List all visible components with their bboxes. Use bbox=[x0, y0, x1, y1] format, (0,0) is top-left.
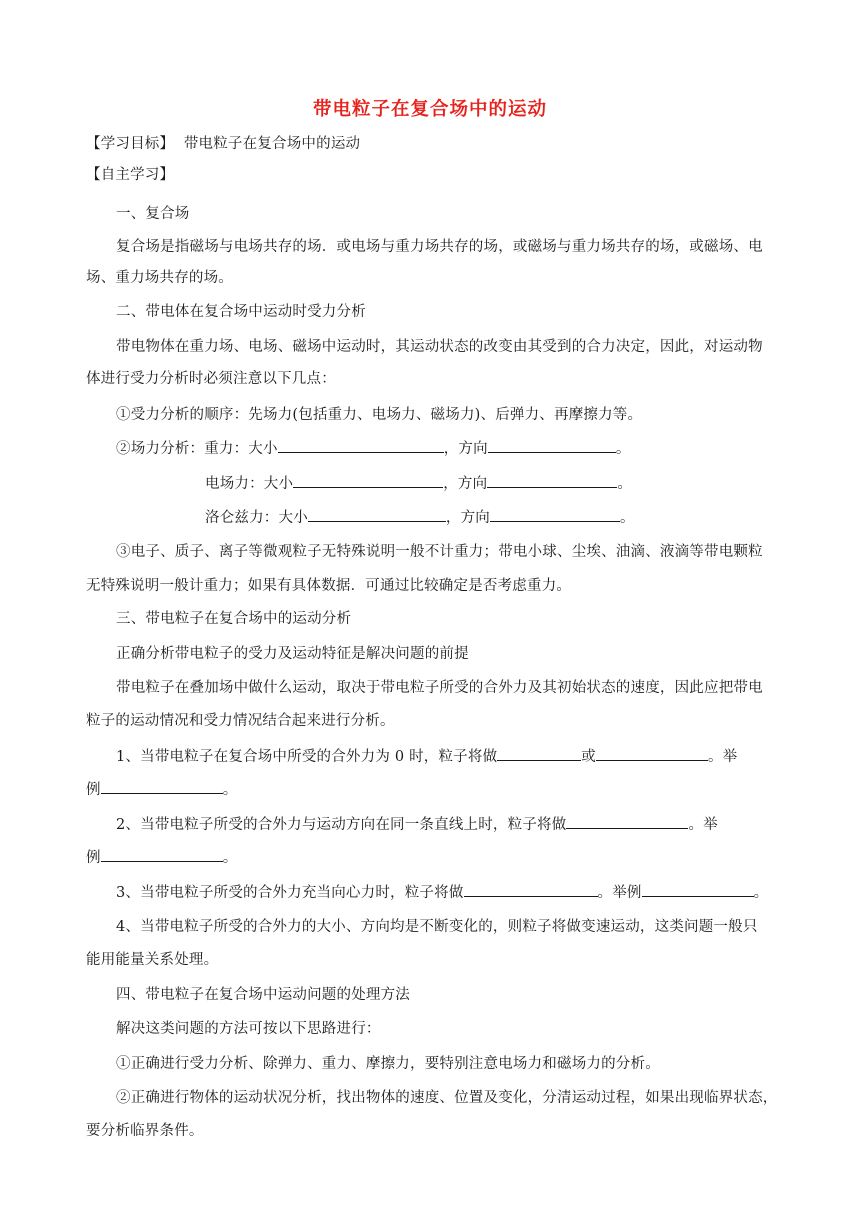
learning-goal-text: 带电粒子在复合场中的运动 bbox=[183, 136, 361, 152]
lorentz-force-row bbox=[205, 507, 635, 528]
section-2-item-3-line-1: ③电子、质子、离子等微观粒子无特殊说明一般不计重力；带电小球、尘埃、油滴、液滴等带电颗粒 bbox=[116, 544, 763, 560]
question-1-blank-a bbox=[497, 746, 581, 761]
question-3-text: 3、当带电粒子所受的合外力充当向心力时，粒子将做 bbox=[116, 885, 464, 901]
learning-goal bbox=[86, 134, 360, 154]
question-2-line-1 bbox=[116, 814, 718, 835]
question-1-blank-b bbox=[596, 746, 708, 761]
question-1-example-blank bbox=[101, 779, 223, 794]
section-4-paragraph-1: 解决这类问题的方法可按以下思路进行： bbox=[116, 1021, 381, 1037]
electric-magnitude-label: 电场力：大小 bbox=[205, 476, 294, 492]
sentence-end: 。 bbox=[617, 476, 633, 492]
section-1-heading: 一、复合场 bbox=[116, 206, 190, 222]
section-3-heading: 三、带电粒子在复合场中的运动分析 bbox=[116, 611, 352, 627]
section-2-item-3-line-2: 无特殊说明一般计重力；如果有具体数据．可通过比较确定是否考虑重力。 bbox=[86, 578, 572, 594]
question-2-line-2 bbox=[86, 847, 237, 868]
sentence-end: 。 bbox=[615, 441, 631, 457]
section-4-item-2-line-2: 要分析临界条件。 bbox=[86, 1123, 204, 1139]
sentence-end: 。 bbox=[753, 885, 769, 901]
learning-goal-label: 【学习目标】 bbox=[86, 136, 175, 152]
question-2-blank bbox=[566, 814, 688, 829]
self-study-label: 【自主学习】 bbox=[86, 167, 175, 183]
section-4-item-1: ①正确进行受力分析、除弹力、重力、摩擦力，要特别注意电场力和磁场力的分析。 bbox=[116, 1056, 660, 1072]
example-tail: 。举 bbox=[707, 749, 738, 765]
example-head: 例 bbox=[86, 850, 101, 866]
section-3-paragraph-2-line-1: 带电粒子在叠加场中做什么运动，取决于带电粒子所受的合外力及其初始状态的速度，因此应把带电 bbox=[116, 680, 763, 696]
sentence-end: 。 bbox=[222, 782, 238, 798]
field-force-label: ②场力分析： bbox=[116, 441, 205, 457]
or-text: 或 bbox=[581, 749, 596, 765]
sentence-end: 。 bbox=[620, 510, 635, 526]
section-1-paragraph-line-1: 复合场是指磁场与电场共存的场．或电场与重力场共存的场，或磁场与重力场共存的场，或磁场、电 bbox=[116, 239, 763, 255]
gravity-row bbox=[116, 438, 631, 459]
lorentz-direction-label: ，方向 bbox=[445, 510, 491, 526]
question-1-line-1 bbox=[116, 746, 737, 767]
gravity-direction-label: ，方向 bbox=[443, 441, 488, 457]
question-2-text: 2、当带电粒子所受的合外力与运动方向在同一条直线上时，粒子将做 bbox=[116, 817, 567, 833]
question-4-line-2: 能用能量关系处理。 bbox=[86, 952, 219, 968]
electric-direction-label: ，方向 bbox=[443, 476, 488, 492]
section-3-paragraph-2-line-2: 粒子的运动情况和受力情况结合起来进行分析。 bbox=[86, 713, 395, 729]
sentence-end: 。 bbox=[222, 850, 238, 866]
question-4-line-1: 4、当带电粒子所受的合外力的大小、方向均是不断变化的，则粒子将做变速运动，这类问题一般只 bbox=[116, 919, 758, 935]
lorentz-magnitude-blank bbox=[308, 507, 446, 522]
lorentz-magnitude-label: 洛仑兹力：大小 bbox=[205, 510, 308, 526]
example-tail: 。举 bbox=[688, 817, 718, 833]
lorentz-direction-blank bbox=[490, 507, 620, 522]
section-2-item-1: ①受力分析的顺序：先场力(包括重力、电场力、磁场力)、后弹力、再摩擦力等。 bbox=[116, 407, 643, 423]
section-4-heading: 四、带电粒子在复合场中运动问题的处理方法 bbox=[116, 987, 410, 1003]
question-1-text: 1、当带电粒子在复合场中所受的合外力为 0 时，粒子将做 bbox=[116, 749, 498, 765]
question-3 bbox=[116, 882, 768, 903]
question-1-line-2 bbox=[86, 779, 237, 800]
electric-direction-blank bbox=[487, 473, 617, 488]
gravity-direction-blank bbox=[488, 438, 616, 453]
section-3-paragraph-1: 正确分析带电粒子的受力及运动特征是解决问题的前提 bbox=[116, 646, 469, 662]
page-title: 带电粒子在复合场中的运动 bbox=[312, 99, 547, 120]
section-4-item-2-line-1: ②正确进行物体的运动状况分析，找出物体的速度、位置及变化，分清运动过程，如果出现临界状态， bbox=[116, 1090, 778, 1106]
section-2-paragraph-line-1: 带电物体在重力场、电场、磁场中运动时，其运动状态的改变由其受到的合力决定，因此，对运动物 bbox=[116, 339, 763, 355]
gravity-magnitude-blank bbox=[278, 438, 444, 453]
section-1-paragraph-line-2: 场、重力场共存的场。 bbox=[86, 270, 233, 286]
gravity-magnitude-label: 重力：大小 bbox=[204, 441, 278, 457]
question-2-example-blank bbox=[101, 847, 223, 862]
electric-magnitude-blank bbox=[293, 473, 443, 488]
electric-force-row bbox=[205, 473, 632, 494]
example-head: 例 bbox=[86, 782, 101, 798]
question-3-example-blank bbox=[642, 882, 754, 897]
section-2-paragraph-line-2: 体进行受力分析时必须注意以下几点： bbox=[86, 371, 336, 387]
question-3-example-label: 。举例 bbox=[597, 885, 642, 901]
section-2-heading: 二、带电体在复合场中运动时受力分析 bbox=[116, 304, 366, 320]
question-3-blank bbox=[464, 882, 598, 897]
